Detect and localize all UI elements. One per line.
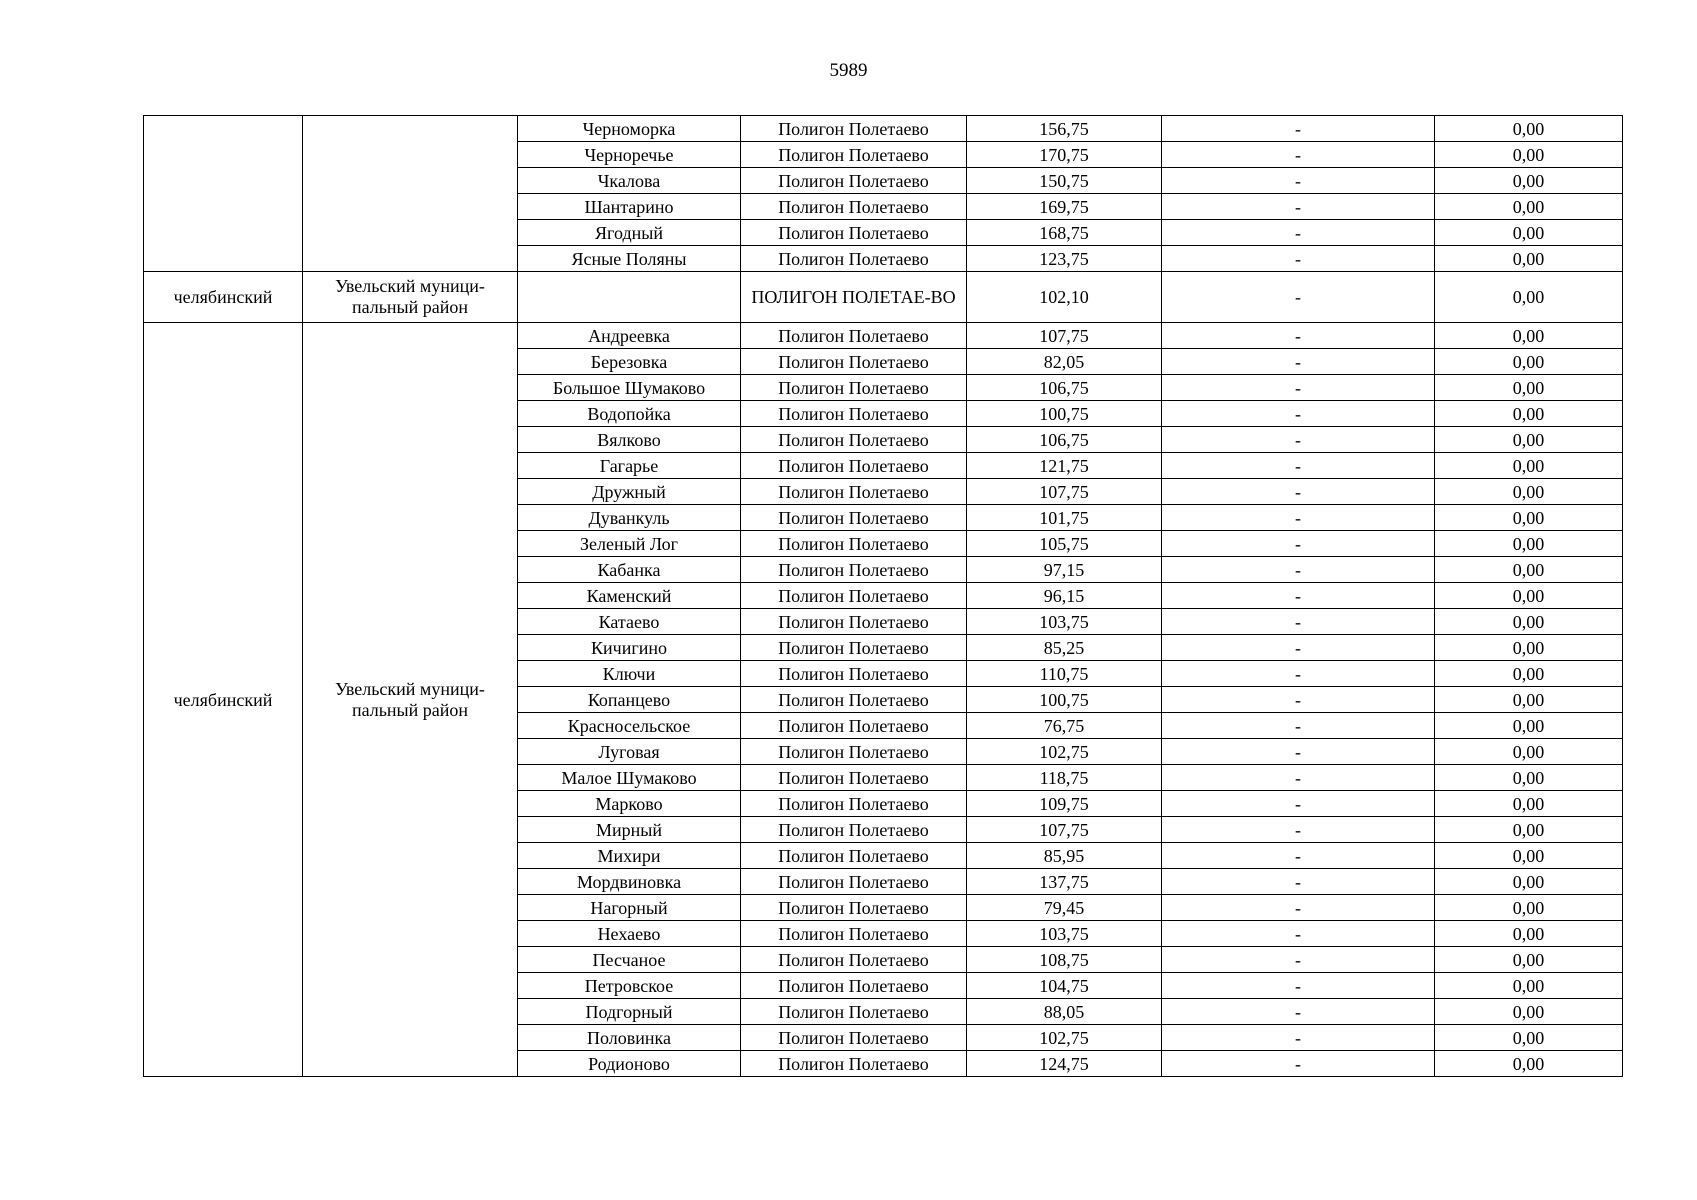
distance-cell: 108,75	[967, 947, 1162, 973]
value-cell: 0,00	[1435, 609, 1623, 635]
dash-cell: -	[1162, 349, 1435, 375]
value-cell: 0,00	[1435, 557, 1623, 583]
value-cell: 0,00	[1435, 895, 1623, 921]
facility-cell: Полигон Полетаево	[741, 1025, 967, 1051]
distance-cell: 85,25	[967, 635, 1162, 661]
settlement-cell: Водопойка	[518, 401, 741, 427]
zone-cell-empty	[144, 116, 303, 272]
settlement-cell: Зеленый Лог	[518, 531, 741, 557]
facility-cell: Полигон Полетаево	[741, 947, 967, 973]
settlement-cell: Петровское	[518, 973, 741, 999]
distance-cell: 103,75	[967, 609, 1162, 635]
facility-cell: Полигон Полетаево	[741, 142, 967, 168]
settlement-cell: Ягодный	[518, 220, 741, 246]
settlement-cell: Черноморка	[518, 116, 741, 142]
facility-cell: Полигон Полетаево	[741, 116, 967, 142]
value-cell: 0,00	[1435, 921, 1623, 947]
value-cell: 0,00	[1435, 713, 1623, 739]
distance-cell: 170,75	[967, 142, 1162, 168]
value-cell: 0,00	[1435, 869, 1623, 895]
facility-cell: Полигон Полетаево	[741, 713, 967, 739]
value-cell: 0,00	[1435, 1025, 1623, 1051]
distance-cell: 124,75	[967, 1051, 1162, 1077]
dash-cell: -	[1162, 116, 1435, 142]
facility-cell: Полигон Полетаево	[741, 791, 967, 817]
settlement-cell: Кабанка	[518, 557, 741, 583]
settlement-cell: Кичигино	[518, 635, 741, 661]
dash-cell: -	[1162, 505, 1435, 531]
dash-cell: -	[1162, 323, 1435, 349]
settlement-cell: Малое Шумаково	[518, 765, 741, 791]
distance-cell: 102,75	[967, 739, 1162, 765]
dash-cell: -	[1162, 635, 1435, 661]
facility-cell: ПОЛИГОН ПОЛЕТАЕ-ВО	[741, 272, 967, 323]
zone-cell: челябинский	[144, 272, 303, 323]
waste-routing-table	[143, 115, 1623, 1077]
district-cell-empty	[303, 116, 518, 272]
dash-cell: -	[1162, 375, 1435, 401]
settlement-cell: Красносельское	[518, 713, 741, 739]
facility-cell: Полигон Полетаево	[741, 817, 967, 843]
value-cell: 0,00	[1435, 505, 1623, 531]
dash-cell: -	[1162, 999, 1435, 1025]
distance-cell: 105,75	[967, 531, 1162, 557]
settlement-cell: Песчаное	[518, 947, 741, 973]
value-cell: 0,00	[1435, 1051, 1623, 1077]
settlement-cell: Дружный	[518, 479, 741, 505]
distance-cell: 118,75	[967, 765, 1162, 791]
value-cell: 0,00	[1435, 479, 1623, 505]
dash-cell: -	[1162, 817, 1435, 843]
facility-cell: Полигон Полетаево	[741, 609, 967, 635]
value-cell: 0,00	[1435, 531, 1623, 557]
facility-cell: Полигон Полетаево	[741, 895, 967, 921]
table-row	[144, 116, 1623, 142]
value-cell: 0,00	[1435, 583, 1623, 609]
dash-cell: -	[1162, 921, 1435, 947]
facility-cell: Полигон Полетаево	[741, 375, 967, 401]
facility-cell: Полигон Полетаево	[741, 557, 967, 583]
dash-cell: -	[1162, 168, 1435, 194]
distance-cell: 82,05	[967, 349, 1162, 375]
page-number: 5989	[829, 60, 868, 81]
facility-cell: Полигон Полетаево	[741, 921, 967, 947]
distance-cell: 121,75	[967, 453, 1162, 479]
dash-cell: -	[1162, 713, 1435, 739]
distance-cell: 88,05	[967, 999, 1162, 1025]
value-cell: 0,00	[1435, 401, 1623, 427]
value-cell: 0,00	[1435, 739, 1623, 765]
settlement-cell: Подгорный	[518, 999, 741, 1025]
settlement-cell: Родионово	[518, 1051, 741, 1077]
value-cell: 0,00	[1435, 349, 1623, 375]
zone-cell: челябинский	[144, 323, 303, 1077]
facility-cell: Полигон Полетаево	[741, 349, 967, 375]
value-cell: 0,00	[1435, 973, 1623, 999]
settlement-cell: Ясные Поляны	[518, 246, 741, 272]
facility-cell: Полигон Полетаево	[741, 765, 967, 791]
settlement-cell: Каменский	[518, 583, 741, 609]
settlement-cell: Половинка	[518, 1025, 741, 1051]
distance-cell: 110,75	[967, 661, 1162, 687]
district-cell: Увельский муници-пальный район	[303, 272, 518, 323]
value-cell: 0,00	[1435, 116, 1623, 142]
value-cell: 0,00	[1435, 947, 1623, 973]
facility-cell: Полигон Полетаево	[741, 401, 967, 427]
dash-cell: -	[1162, 973, 1435, 999]
value-cell: 0,00	[1435, 999, 1623, 1025]
distance-cell: 97,15	[967, 557, 1162, 583]
distance-cell: 106,75	[967, 427, 1162, 453]
distance-cell: 107,75	[967, 323, 1162, 349]
facility-cell: Полигон Полетаево	[741, 427, 967, 453]
dash-cell: -	[1162, 765, 1435, 791]
facility-cell: Полигон Полетаево	[741, 220, 967, 246]
dash-cell: -	[1162, 142, 1435, 168]
distance-cell: 102,75	[967, 1025, 1162, 1051]
dash-cell: -	[1162, 869, 1435, 895]
facility-cell: Полигон Полетаево	[741, 194, 967, 220]
distance-cell: 100,75	[967, 687, 1162, 713]
dash-cell: -	[1162, 947, 1435, 973]
distance-cell: 79,45	[967, 895, 1162, 921]
value-cell: 0,00	[1435, 220, 1623, 246]
settlement-cell: Чкалова	[518, 168, 741, 194]
distance-cell: 150,75	[967, 168, 1162, 194]
value-cell: 0,00	[1435, 246, 1623, 272]
table-row	[144, 323, 1623, 349]
distance-cell: 107,75	[967, 479, 1162, 505]
value-cell: 0,00	[1435, 817, 1623, 843]
facility-cell: Полигон Полетаево	[741, 246, 967, 272]
dash-cell: -	[1162, 1025, 1435, 1051]
facility-cell: Полигон Полетаево	[741, 687, 967, 713]
value-cell: 0,00	[1435, 661, 1623, 687]
settlement-cell: Мордвиновка	[518, 869, 741, 895]
facility-cell: Полигон Полетаево	[741, 843, 967, 869]
value-cell: 0,00	[1435, 635, 1623, 661]
distance-cell: 101,75	[967, 505, 1162, 531]
dash-cell: -	[1162, 791, 1435, 817]
dash-cell: -	[1162, 583, 1435, 609]
dash-cell: -	[1162, 401, 1435, 427]
settlement-cell: Вялково	[518, 427, 741, 453]
dash-cell: -	[1162, 661, 1435, 687]
settlement-cell: Копанцево	[518, 687, 741, 713]
dash-cell: -	[1162, 895, 1435, 921]
dash-cell: -	[1162, 687, 1435, 713]
value-cell: 0,00	[1435, 272, 1623, 323]
value-cell: 0,00	[1435, 843, 1623, 869]
distance-cell: 103,75	[967, 921, 1162, 947]
settlement-cell: Нагорный	[518, 895, 741, 921]
distance-cell: 169,75	[967, 194, 1162, 220]
settlement-cell: Большое Шумаково	[518, 375, 741, 401]
dash-cell: -	[1162, 272, 1435, 323]
value-cell: 0,00	[1435, 323, 1623, 349]
facility-cell: Полигон Полетаево	[741, 168, 967, 194]
dash-cell: -	[1162, 479, 1435, 505]
table-body	[144, 116, 1623, 1077]
dash-cell: -	[1162, 557, 1435, 583]
settlement-cell: Андреевка	[518, 323, 741, 349]
distance-cell: 96,15	[967, 583, 1162, 609]
value-cell: 0,00	[1435, 687, 1623, 713]
dash-cell: -	[1162, 843, 1435, 869]
distance-cell: 137,75	[967, 869, 1162, 895]
value-cell: 0,00	[1435, 453, 1623, 479]
value-cell: 0,00	[1435, 375, 1623, 401]
distance-cell: 107,75	[967, 817, 1162, 843]
distance-cell: 76,75	[967, 713, 1162, 739]
dash-cell: -	[1162, 220, 1435, 246]
value-cell: 0,00	[1435, 791, 1623, 817]
value-cell: 0,00	[1435, 142, 1623, 168]
dash-cell: -	[1162, 427, 1435, 453]
facility-cell: Полигон Полетаево	[741, 999, 967, 1025]
settlement-cell: Шантарино	[518, 194, 741, 220]
facility-cell: Полигон Полетаево	[741, 635, 967, 661]
value-cell: 0,00	[1435, 427, 1623, 453]
distance-cell: 156,75	[967, 116, 1162, 142]
dash-cell: -	[1162, 609, 1435, 635]
distance-cell: 85,95	[967, 843, 1162, 869]
value-cell: 0,00	[1435, 194, 1623, 220]
facility-cell: Полигон Полетаево	[741, 453, 967, 479]
dash-cell: -	[1162, 453, 1435, 479]
settlement-cell: Дуванкуль	[518, 505, 741, 531]
settlement-cell: Нехаево	[518, 921, 741, 947]
facility-cell: Полигон Полетаево	[741, 479, 967, 505]
distance-cell: 123,75	[967, 246, 1162, 272]
facility-cell: Полигон Полетаево	[741, 869, 967, 895]
value-cell: 0,00	[1435, 168, 1623, 194]
facility-cell: Полигон Полетаево	[741, 323, 967, 349]
facility-cell: Полигон Полетаево	[741, 505, 967, 531]
distance-cell: 100,75	[967, 401, 1162, 427]
settlement-cell: Березовка	[518, 349, 741, 375]
facility-cell: Полигон Полетаево	[741, 531, 967, 557]
settlement-cell-empty	[518, 272, 741, 323]
distance-cell: 106,75	[967, 375, 1162, 401]
facility-cell: Полигон Полетаево	[741, 973, 967, 999]
settlement-cell: Марково	[518, 791, 741, 817]
district-cell: Увельский муници-пальный район	[303, 323, 518, 1077]
settlement-cell: Черноречье	[518, 142, 741, 168]
dash-cell: -	[1162, 194, 1435, 220]
value-cell: 0,00	[1435, 765, 1623, 791]
facility-cell: Полигон Полетаево	[741, 739, 967, 765]
dash-cell: -	[1162, 739, 1435, 765]
settlement-cell: Ключи	[518, 661, 741, 687]
district-summary-row	[144, 272, 1623, 323]
dash-cell: -	[1162, 1051, 1435, 1077]
dash-cell: -	[1162, 531, 1435, 557]
facility-cell: Полигон Полетаево	[741, 661, 967, 687]
settlement-cell: Мирный	[518, 817, 741, 843]
distance-cell: 168,75	[967, 220, 1162, 246]
dash-cell: -	[1162, 246, 1435, 272]
settlement-cell: Михири	[518, 843, 741, 869]
facility-cell: Полигон Полетаево	[741, 1051, 967, 1077]
distance-cell: 109,75	[967, 791, 1162, 817]
distance-cell: 102,10	[967, 272, 1162, 323]
settlement-cell: Катаево	[518, 609, 741, 635]
settlement-cell: Гагарье	[518, 453, 741, 479]
distance-cell: 104,75	[967, 973, 1162, 999]
facility-cell: Полигон Полетаево	[741, 583, 967, 609]
settlement-cell: Луговая	[518, 739, 741, 765]
